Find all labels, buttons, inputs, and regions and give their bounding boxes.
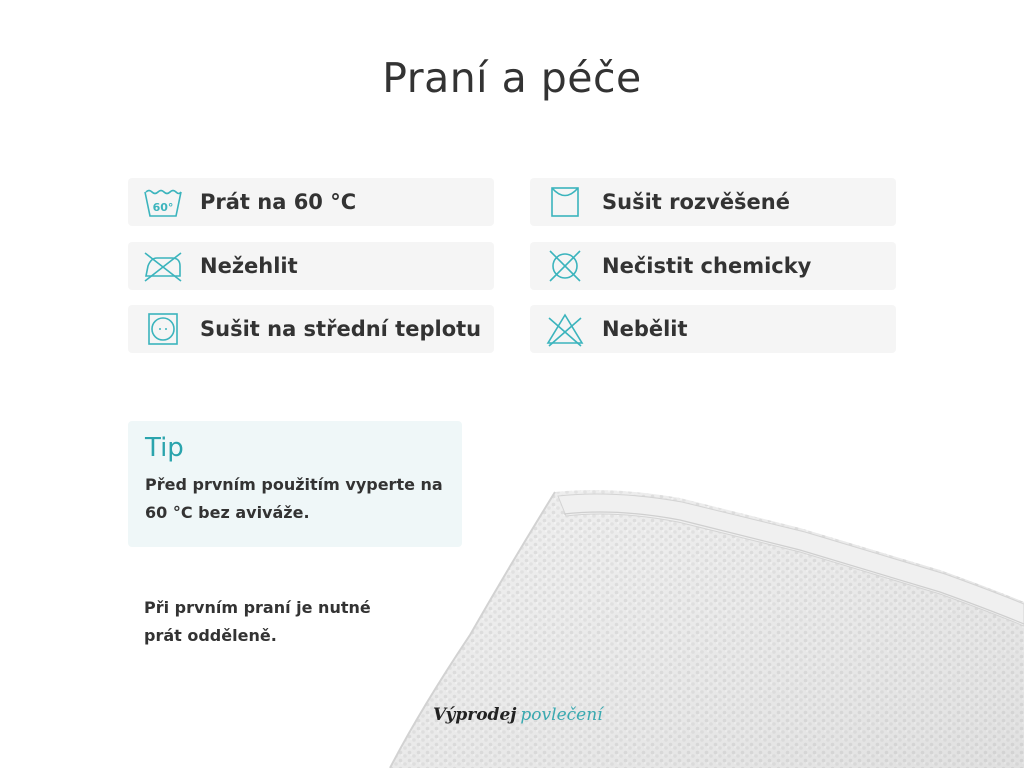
no-dry-clean-icon — [545, 249, 585, 283]
no-bleach-icon — [545, 312, 585, 346]
care-label-no-iron: Nežehlit — [200, 254, 298, 278]
no-iron-icon — [143, 249, 183, 283]
brand-logo — [433, 705, 603, 725]
tip-text: Před prvním použitím vyperte na 60 °C bez aviváže. — [145, 475, 443, 522]
wash-temperature-text: 60° — [152, 201, 174, 214]
brand-logo-part2: povlečení — [520, 705, 603, 725]
care-symbols-grid — [128, 178, 896, 354]
care-item-wash — [128, 178, 494, 226]
brand-logo-part1: Výprodej — [433, 705, 517, 725]
care-item-line-dry — [530, 178, 896, 226]
tip-heading: Tip — [145, 433, 184, 463]
page-title: Praní a péče — [382, 54, 642, 102]
care-label-no-dry-clean: Nečistit chemicky — [602, 254, 812, 278]
tumble-dry-medium-icon — [143, 312, 183, 346]
line-dry-icon — [545, 185, 585, 219]
care-label-no-bleach: Nebělit — [602, 317, 688, 341]
washing-note: Při prvním praní je nutné prát odděleně. — [144, 598, 371, 645]
care-item-tumble-dry — [128, 305, 494, 353]
care-label-tumble-dry: Sušit na střední teplotu — [200, 317, 482, 341]
care-label-wash: Prát na 60 °C — [200, 190, 357, 214]
care-item-no-iron — [128, 242, 494, 290]
wash-60-icon — [143, 185, 183, 219]
care-item-no-bleach — [530, 305, 896, 353]
care-label-line-dry: Sušit rozvěšené — [602, 190, 790, 214]
care-item-no-dry-clean — [530, 242, 896, 290]
